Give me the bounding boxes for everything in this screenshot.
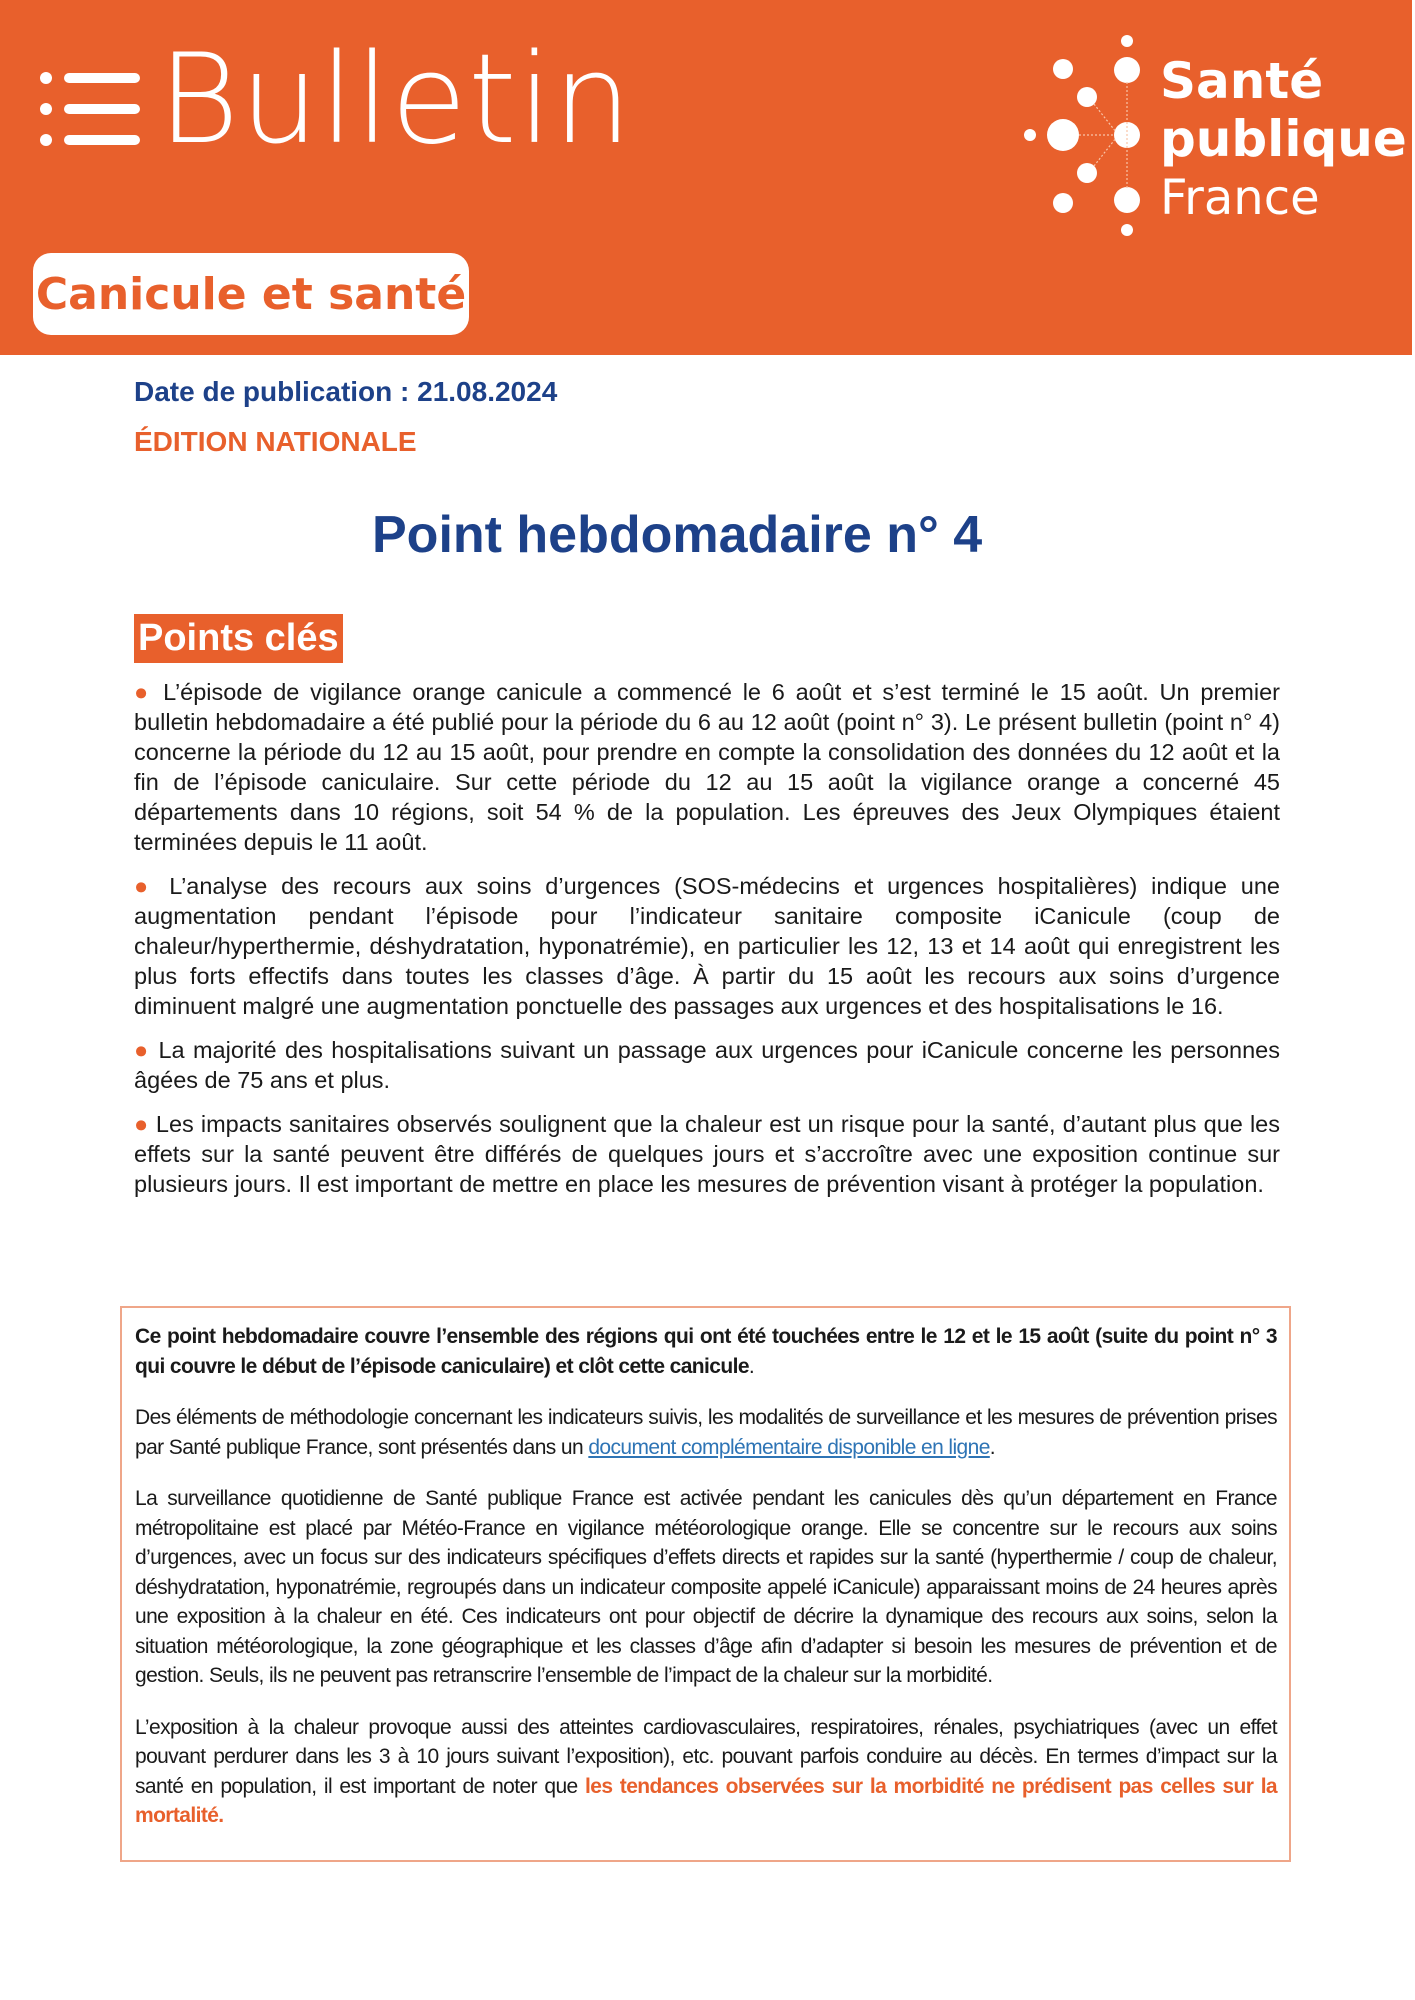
methodology-period: . bbox=[989, 1435, 996, 1459]
key-point-text: La majorité des hospitalisations suivant un passage aux urgences pour iCanicule concerne les personnes âgées de 75 ans et plus. bbox=[134, 1037, 1280, 1093]
info-surveillance-paragraph: La surveillance quotidienne de Santé publique France est activée pendant les canicules dès qu’un département en France métropolitaine est placé par Météo-France en vigilance météorologique orange. Elle se concentre sur le recours aux soins d’urgences, avec un focus sur des indicateurs spécifiques d’effets directs et rapides sur la santé (hyperthermie / coup de chaleur, déshydratation, hyponatrémie, regroupés dans un indicateur composite appelé iCanicule) apparaissant moins de 24 heures après une exposition à la chaleur en été. Ces indicateurs ont pour objectif de décrire la dynamique des recours aux soins, selon la situation météorologique, la zone géographique et les classes d’âge afin d’adapter si besoin les mesures de prévention et de gestion. Seuls, ils ne peuvent pas retranscrire l’ensemble de l’impact de la chaleur sur la morbidité. bbox=[135, 1487, 1277, 1687]
bullet-icon: ● bbox=[134, 1037, 151, 1063]
edition-label: ÉDITION NATIONALE bbox=[134, 426, 417, 457]
scope-period: . bbox=[748, 1354, 755, 1378]
topic-pill-label: Canicule et santé bbox=[35, 268, 467, 320]
key-point-text: Les impacts sanitaires observés soulignent que la chaleur est un risque pour la santé, d’autant plus que les effets sur la santé peuvent être différés de quelques jours et s’accroître avec une exposition continue sur plusieurs jours. Il est important de mettre en place les mesures de prévention visant à protéger la population. bbox=[134, 1111, 1280, 1197]
bulletin-title: Bulletin bbox=[158, 28, 633, 172]
mortality-warning: les tendances observées sur la morbidité ne prédisent pas celles sur la mortalité. bbox=[135, 1774, 1278, 1827]
info-exposure-paragraph bbox=[135, 1713, 1277, 1831]
key-point-item bbox=[134, 1109, 1280, 1199]
key-point-item bbox=[134, 677, 1280, 857]
key-point-text: L’épisode de vigilance orange canicule a commencé le 6 août et s’est terminé le 15 août. Un premier bulletin hebdomadaire a été publié pour la période du 6 au 12 août (point n° 3). Le présent bulletin (point n° 4) concerne la période du 12 au 15 août, pour prendre en compte la consolidation des données du 12 août et la fin de l’épisode caniculaire. Sur cette période du 12 au 15 août la vigilance orange a concerné 45 départements dans 10 régions, soit 54 % de la population. Les épreuves des Jeux Olympiques étaient terminées depuis le 11 août. bbox=[134, 679, 1280, 855]
topic-pill bbox=[33, 253, 469, 335]
publication-date: Date de publication : 21.08.2024 bbox=[134, 376, 558, 407]
logo-line-publique: publique bbox=[1160, 110, 1407, 168]
key-points-list bbox=[134, 677, 1280, 1213]
key-points-heading: Points clés bbox=[134, 614, 343, 663]
key-point-text: L’analyse des recours aux soins d’urgences (SOS-médecins et urgences hospitalières) indique une augmentation pendant l’épisode pour l’indicateur sanitaire composite iCanicule (coup de chaleur/hyperthermie, déshydratation, hyponatrémie), en particulier les 12, 13 et 14 août qui enregistrent les plus forts effectifs dans toutes les classes d’âge. À partir du 15 août les recours aux soins d’urgence diminuent malgré une augmentation ponctuelle des passages aux urgences et des hospitalisations le 16. bbox=[134, 873, 1280, 1019]
logo-line-sante: Santé bbox=[1160, 52, 1324, 110]
key-point-item bbox=[134, 871, 1280, 1021]
logo-line-france: France bbox=[1160, 170, 1320, 226]
info-methodology-paragraph bbox=[135, 1403, 1277, 1462]
info-box bbox=[120, 1306, 1291, 1862]
bullet-icon: ● bbox=[134, 873, 156, 899]
bullet-icon: ● bbox=[134, 1111, 149, 1137]
list-icon bbox=[40, 70, 142, 150]
key-point-item bbox=[134, 1035, 1280, 1095]
scope-text: Ce point hebdomadaire couvre l’ensemble des régions qui ont été touchées entre le 12 et le 15 août (suite du point n° 3 qui couvre le début de l’épisode caniculaire) et clôt cette canicule bbox=[135, 1325, 1277, 1378]
exposure-text: L’exposition à la chaleur provoque aussi des atteintes cardiovasculaires, respiratoires, rénales, psychiatriques (avec un effet pouvant perdurer dans les 3 à 10 jours suivant l’exposition), etc. pouvant parfois conduire au décès. En termes d’impact sur la santé en population, il est important de noter que bbox=[135, 1715, 1277, 1798]
methodology-text: Des éléments de méthodologie concernant les indicateurs suivis, les modalités de surveillance et les mesures de prévention prises par Santé publique France, sont présentés dans un bbox=[135, 1406, 1277, 1459]
methodology-document-link[interactable]: document complémentaire disponible en ligne bbox=[588, 1435, 990, 1459]
page-title: Point hebdomadaire n° 4 bbox=[372, 506, 983, 564]
bullet-icon: ● bbox=[134, 679, 153, 705]
header-banner bbox=[0, 0, 1412, 355]
info-scope-paragraph bbox=[135, 1322, 1277, 1381]
logo-wordmark bbox=[1160, 52, 1407, 228]
